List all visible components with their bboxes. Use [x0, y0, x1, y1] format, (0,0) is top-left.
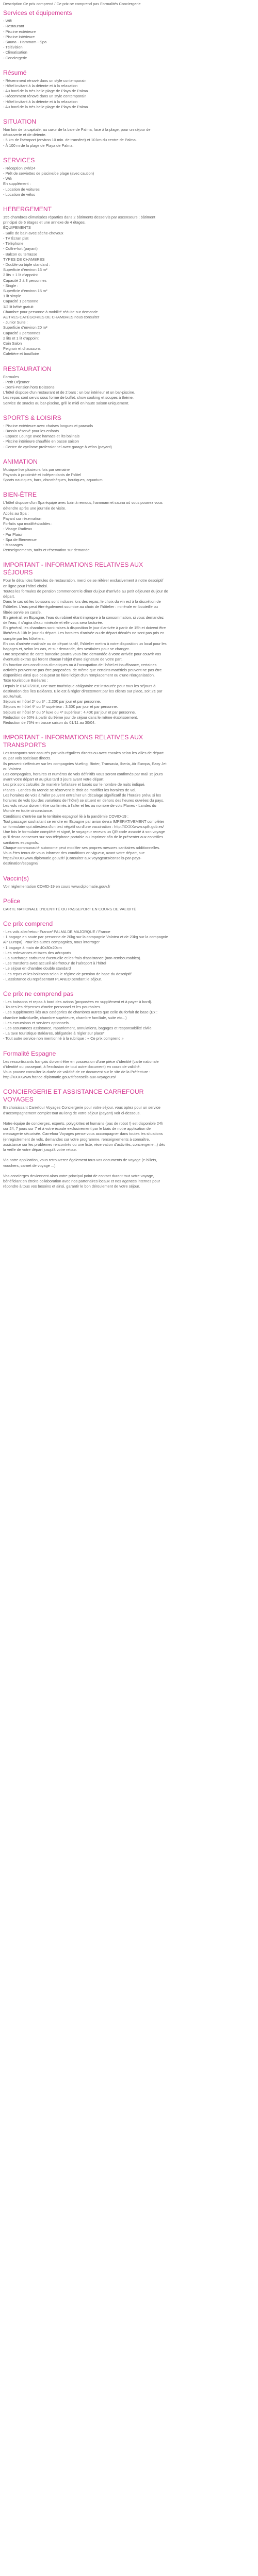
section-line: - Pur Plaisir [3, 532, 23, 537]
section-line: - Bassin réservé pour les enfants [3, 428, 59, 433]
section-bien-etre [3, 491, 168, 553]
section-title: Ce prix comprend [3, 920, 53, 927]
section-line: 155 chambres climatisées réparties dans 2 bâtiments desservis par ascenseurs ; bâtiment principal de 6 étages et une annexe de 4 étages. [3, 215, 155, 225]
sections-container [3, 9, 168, 1189]
product-document [0, 0, 171, 1190]
section-line: L'hôtel dispose d'un restaurant et de 2 bars : un bar intérieur et un bar-piscine. [3, 390, 135, 395]
section-line: 1/2 lit bébé gratuit [3, 304, 34, 309]
section-line: Vos concierges deviennent alors votre principal point de contact durant tout votre voyage, bénéficiant en étroite collaboration avec nos partenaires locaux et nos agences internes pour répondre à tous vos besoins et ainsi, garantir le bon déroulement de votre séjour. [3, 1174, 160, 1189]
section-line: Depuis le 01/07/2016, une taxe touristique obligatoire est instaurée pour tous les séjours à destination des îles Baléares. Elle est à régler directement par les clients sur place, soit 2€ par adulte/nuit. [3, 683, 163, 699]
section-title: Formalité Espagne [3, 1049, 56, 1057]
section-line: Séjours en hôtel 5* ou 5* luxe ou 4* supérieur : 4.40€ par jour et par personne. [3, 709, 136, 715]
section-line: - Centre de cyclisme professionnel avec garage à vélos (payant) [3, 444, 112, 449]
section-title: SERVICES [3, 156, 35, 164]
section-line: Capacité 3 personnes [3, 330, 40, 335]
section-title: Résumé [3, 69, 27, 76]
section-line: - Single : [3, 283, 19, 288]
section-line: - Salle de bain avec sèche-cheveux [3, 230, 63, 235]
section-line: Voir réglementation COVID-19 en cours www.diplomatie.gouv.fr [3, 884, 110, 889]
section-line: - Télévision [3, 45, 23, 50]
section-line: - Au bord de la très belle plage de Playa de Palma [3, 89, 88, 94]
section-line: Réduction de 50% à partir du 9ème jour de séjour dans le même établissement. [3, 715, 138, 720]
section-title: Services et équipements [3, 9, 72, 17]
section-line: Peignoir et chaussons [3, 346, 41, 351]
section-line: - Tout autre service non mentionné à la rubrique : « Ce prix comprend » [3, 1036, 124, 1041]
section-line: - Coffre-fort (payant) [3, 246, 38, 251]
section-line: Les vols retour doivent être confirmés à l'aller et les ou nombre de vols Planes - Landes du Monde en toute circonstance. [3, 803, 156, 814]
section-line [3, 1153, 168, 1158]
section-line: Séjours en hôtel 2* ou 3* : 2.20€ par jour et par personne. [3, 699, 101, 704]
section-line: - L'assistance du représentant PLANEO pendant le séjour. [3, 976, 102, 981]
section-line: - Piscine extérieure [3, 29, 36, 34]
section-animation [3, 458, 168, 483]
section-title: ANIMATION [3, 457, 38, 465]
section-line: Payant sur réservation [3, 516, 41, 521]
section-line: - Prêt de serviettes de piscine/de plage (avec caution) [3, 171, 94, 176]
section-line: Vous êtes tenus de vous informer des conditions en vigueur, avant votre départ, sur: https://XXXXwww.diplomatie.gouv.fr/ (Consulter aux voyageurs/conseils-par-pays-destination/espagne/ [3, 850, 146, 866]
section-line: Les horaires de vols à l'aller peuvent entraîner un décalage significatif de l'horaire prévu si les horaires de vols (ou des variations de l'hôtel) se situent en dehors des heures ouvrées du pays. [3, 792, 164, 803]
section-police [3, 897, 168, 912]
section-line: Toutes les formules de pension commencent le dîner du jour d'arrivée au petit déjeuner du jour de départ. [3, 588, 168, 599]
section-sports-loisirs [3, 414, 168, 450]
section-line: ÉQUIPEMENTS [3, 225, 31, 230]
section-resume [3, 69, 168, 110]
section-title: HEBERGEMENT [3, 206, 52, 213]
section-line: - La surcharge carburant éventuelle et les frais d'assistance (non-remboursables). [3, 956, 141, 961]
section-line: En général, les chambres sont mises à disposition le jour d'arrivée à partir de 15h et doivent être libérées à 10h le jour du départ. Les horaires d'arrivée ou de départ décalés ne sont pas pris en compte par les hôteliers. [3, 625, 166, 641]
section-line: Payants à proximité et indépendants de l'hôtel [3, 472, 81, 477]
document-intro: Description Ce prix comprend / Ce prix ne comprend pas Formalités Conciergerie [3, 2, 141, 6]
section-vaccins [3, 875, 168, 889]
section-line: - Junior Suite : [3, 320, 28, 325]
section-line: 2 lits + 1 lit d'appoint [3, 273, 38, 278]
section-line: - Hôtel invitant à la détente et à la relaxation [3, 83, 78, 89]
section-line: En choisissant Carrefour Voyages Conciergerie pour votre séjour, vous optez pour un service d'accompagnement complet tout au long de votre séjour (payant) voir ci-dessous. [3, 1105, 160, 1115]
section-formalite-espagne [3, 1050, 168, 1080]
section-line: Non loin de la capitale, au cœur de la baie de Palma, face à la plage, pour un séjour de découverte et de détente. [3, 127, 151, 138]
section-line: Séjours en hôtel 4* ou 3* supérieur : 3.30€ par jour et par personne. [3, 704, 118, 709]
section-line: - Toutes les dépenses d'ordre personnel et les pourboires. [3, 1005, 101, 1010]
section-title: Ce prix ne comprend pas [3, 990, 74, 998]
section-line: - Récemment rénové dans un style contemporain [3, 78, 87, 83]
section-line: - Petit Déjeuner [3, 379, 30, 384]
section-line: Coin Salon [3, 341, 22, 346]
section-line: Chambre pour personne à mobilité réduite sur demande [3, 309, 98, 314]
section-line: Cafetière et bouilloire [3, 351, 39, 357]
section-line: - Récemment rénové dans un style contemporain [3, 94, 87, 99]
section-line: L'hôtel dispose d'un Spa équipé avec bain à remous, hammam et sauna où vous pourrez vous détendre après une journée de visite. [3, 500, 163, 511]
section-line: Planes - Landes du Monde se réservent le droit de modifier les horaires de vol. [3, 787, 136, 792]
section-line: - Piscine intérieure [3, 34, 35, 39]
section-line: Dans le cas où les boissons sont incluses lors des repas, le choix du vin est à la discrétion de l'hôtelier. L'eau peut être également soumise au choix de l'hôtelier : minérale en bouteille ou filtrée servie en carafe. [3, 599, 161, 615]
section-line: Superficie d'environ 16 m² [3, 267, 47, 273]
section-title: CONCIERGERIE ET ASSISTANCE CARREFOUR VOYAGES [3, 1088, 144, 1104]
section-line: Formules [3, 374, 19, 379]
section-line: - Les boissons et repas à bord des avions (proposées en supplément et à payer à bord). [3, 999, 152, 1005]
section-line: Musique live plusieurs fois par semaine [3, 467, 70, 472]
section-restauration [3, 365, 168, 406]
section-ce-prix-comprend [3, 920, 168, 982]
section-line: Pour le détail des formules de restauration, merci de se référer exclusivement à notre descriptif en ligne pour l'hôtel choisi. [3, 578, 164, 588]
section-line: - Piscine extérieure avec chaises longues et parasols [3, 423, 93, 428]
section-line: 2 lits et 1 lit d'appoint [3, 335, 39, 341]
section-info-transports [3, 734, 168, 866]
section-line: Les repas sont servis sous forme de buffet, show cooking et soupes à thème. [3, 395, 134, 400]
section-line: - Au bord de la très belle plage de Playa de Palma [3, 104, 88, 109]
section-line: - Spa de Bienvenue [3, 537, 37, 542]
section-line: - Balcon ou terrasse [3, 251, 38, 257]
section-line: - Les assurances assistance, rapatriement, annulations, bagages et responsabilité civile. [3, 1026, 153, 1031]
section-line: Via notre application, vous retrouverez également tous vos documents de voyage (e-billets, vouchers, carnet de voyage ...). [3, 1158, 157, 1168]
section-line: Notre équipe de concierges, experts, polyglottes et humains (pas de robot !) est disponible 24h sur 24, 7 jours sur 7 et à votre écoute exclusivement par le biais de notre application de messagerie sécurisée. Carrefour Voyages pense vous accompagner dans toutes les situations (enregistrement de vols, demandes sur votre programme, renseignements à connaître, assistance sur les problèmes rencontrés ou une liste, réservation d'activités, conciergerie...) dès la veille de votre départ jusqu'à votre retour. [3, 1121, 166, 1153]
section-line: - Wifi [3, 19, 12, 24]
section-line: - Les transferts avec accueil aller/retour de l'aéroport à l'hôtel [3, 961, 106, 966]
section-line: - À 100 m de la plage de Playa de Palma. [3, 143, 74, 148]
section-line: Conditions d'entrée sur le territoire espagnol lié à la pandémie COVID-19 : [3, 814, 128, 819]
section-line: En supplément : [3, 181, 31, 187]
section-line: - Visage Radieux [3, 527, 33, 532]
section-title: Vaccin(s) [3, 874, 29, 882]
section-title: SITUATION [3, 118, 37, 126]
section-line: - Le séjour en chambre double standard [3, 966, 71, 971]
section-title: SPORTS & LOISIRS [3, 414, 61, 421]
section-ce-prix-ne-comprend-pas [3, 990, 168, 1042]
section-line: Vous pouvez consulter la durée de validité de ce document sur le site de la Préfecture : http://XXXXwww.france-diplomatie.gouv.fr/conseils-aux-voyageurs/ [3, 1070, 151, 1080]
section-line: - La taxe touristique Baléares, obligatoire à régler sur place*. [3, 1031, 106, 1036]
section-line: - Massages [3, 543, 23, 548]
section-line: - 1 bagage à main de 40x30x20cm [3, 945, 62, 950]
section-line: Les ressortissants français doivent être en possession d'une pièce d'identité (carte nationale d'identité ou passeport, à l'exclusion de tout autre document) en cours de validité. [3, 1059, 159, 1069]
section-line: - Conciergerie [3, 55, 27, 60]
section-line: Chaque communauté autonome peut modifier ses propres mesures sanitaires additionnelles. [3, 845, 160, 850]
section-line: - Climatisation [3, 50, 27, 55]
section-line: TYPES DE CHAMBRES [3, 257, 45, 262]
section-line: - Location de vélos [3, 192, 36, 197]
section-line: - Réception 24h/24 [3, 165, 36, 171]
section-title: RESTAURATION [3, 365, 52, 372]
section-line: - 1 bagage en soute par personne de 20kg sur la compagnie Volotea et de 23kg sur la compagnie Air Europa). Pour les autres compagnies, nous interroger [3, 935, 168, 945]
section-line: - Hôtel invitant à la détente et à la relaxation [3, 99, 78, 104]
section-line [3, 1168, 168, 1174]
section-conciergerie [3, 1088, 168, 1189]
section-line: Réduction de 75% en basse saison du 01/11 au 30/04. [3, 720, 96, 725]
section-line: Les prix sont calculés de manière forfaitaire et basés sur le nombre de nuits indiqué. [3, 782, 146, 787]
section-line: Les compagnies, horaires et numéros de vols définitifs vous seront confirmés par mail 15 jours avant votre départ et au plus tard 3 jours avant votre départ. [3, 771, 163, 782]
section-line: - Location de voitures [3, 187, 40, 192]
section-line: AUTRES CATÉGORIES DE CHAMBRES nous consulter [3, 314, 100, 319]
section-services [3, 157, 168, 197]
section-line: Les transports sont assurés par vols réguliers directs ou avec escales selon les villes de départ ou par vols spéciaux directs. [3, 751, 164, 761]
section-line: Accès au Spa : [3, 511, 29, 516]
section-line: - Les redevances et taxes des aéroports [3, 950, 71, 955]
section-title: BIEN-ÊTRE [3, 491, 37, 499]
section-info-sejours [3, 561, 168, 725]
section-line: 1 lit simple [3, 294, 21, 299]
section-line: Sports nautiques, bars, discothèques, boutiques, aquarium [3, 478, 103, 483]
section-line: - 5 km de l'aéroport (environ 10 min. de transfert) et 10 km du centre de Palma. [3, 138, 137, 143]
section-line: - Double ou triple standard : [3, 262, 51, 267]
section-hebergement [3, 206, 168, 357]
section-line: Service de snacks au bar-piscine, grill le midi en haute saison uniquement. [3, 400, 130, 405]
section-line: Une fois le formulaire complété et signé, le voyageur recevra un QR code associé à son voyage qu'il devra conserver sur son téléphone portable ou imprimer afin de le présenter aux contrôles sanitaires espagnols. [3, 829, 165, 845]
section-line: - Wifi [3, 176, 12, 181]
section-line: Une serpentine de carte bancaire pourra vous être demandée à votre arrivée pour couvrir vos éventuels extras qui feront chacun l'objet d'une signature de votre part. [3, 652, 162, 662]
section-line: Forfaits spa modifiés/soldes : [3, 521, 53, 527]
section-line: Superficie d'environ 15 m² [3, 288, 47, 293]
section-title: Police [3, 897, 21, 905]
section-line: - Espace Lounge avec hamacs et lits balinais [3, 434, 79, 439]
section-line: - Demi-Pension hors Boissons [3, 384, 55, 389]
section-line: Capacité 2 à 3 personnes [3, 278, 47, 283]
section-line: - Les repas et les boissons selon le régime de pension de base du descriptif. [3, 971, 133, 976]
section-line: - Les vols aller/retour France/ PALMA DE MAJORQUE / France [3, 929, 110, 934]
section-line: Ils peuvent s'effectuer sur les compagnies Vueling, Binter, Transavia, Iberia, Air Europa, Easy Jet ou Volotea. [3, 761, 167, 771]
section-line: - Les excursions et services optionnels. [3, 1020, 70, 1025]
section-line: Tout passager souhaitant se rendre en Espagne par avion devra IMPÉRATIVEMENT compléter un formulaire qui attestera d'un test négatif ou d'une vaccination : http://XXXXwww.spth.gob.es/ [3, 819, 164, 829]
section-line: Capacité 1 personne [3, 299, 39, 304]
section-line: Taxe touristique Baléares : [3, 678, 49, 683]
section-line: - TV Écran plat [3, 235, 29, 241]
section-situation [3, 118, 168, 148]
section-line: CARTE NATIONALE D'IDENTITÉ OU PASSEPORT EN COURS DE VALIDITÉ [3, 906, 137, 911]
section-line: - Restaurant [3, 24, 24, 29]
section-title: IMPORTANT - INFORMATIONS RELATIVES AUX TRANSPORTS [3, 734, 143, 749]
section-line: - Téléphone [3, 241, 24, 246]
section-services-equipements [3, 9, 168, 61]
section-line: - Sauna - Hammam - Spa [3, 40, 47, 45]
section-line: Superficie d'environ 20 m² [3, 325, 47, 330]
section-line: En fonction des conditions climatiques ou à l'occupation de l'hôtel et insuffisance, certaines activités peuvent ne pas être proposées, de même que certains matériels peuvent ne pas être disponibles ainsi que cela peut se faire l'objet d'un remplacement ou d'une réorganisation. [3, 662, 162, 678]
section-title: IMPORTANT - INFORMATIONS RELATIVES AUX SÉJOURS [3, 561, 143, 577]
section-line: - Piscine intérieure chauffée en basse saison [3, 439, 79, 444]
section-line: Renseignements, tarifs et réservation sur demande [3, 548, 90, 553]
section-line [3, 1116, 168, 1121]
section-line: En cas d'arrivée matinale ou de départ tardif, l'hôtelier mettra à votre disposition un local pour les bagages et, selon les cas, et sur demande, des vestiaires pour se changer. [3, 641, 167, 652]
section-line: En général, en Espagne, l'eau du robinet étant impropre à la consommation, si vous demandez de l'eau, il s'agira d'eau minérale et elle vous sera facturée. [3, 615, 164, 625]
section-line: - Les suppléments liés aux catégories de chambres autres que celle du forfait de base (Ex : chambre individuelle, chambre supérieure, chambre familiale, suite etc...) [3, 1010, 158, 1020]
